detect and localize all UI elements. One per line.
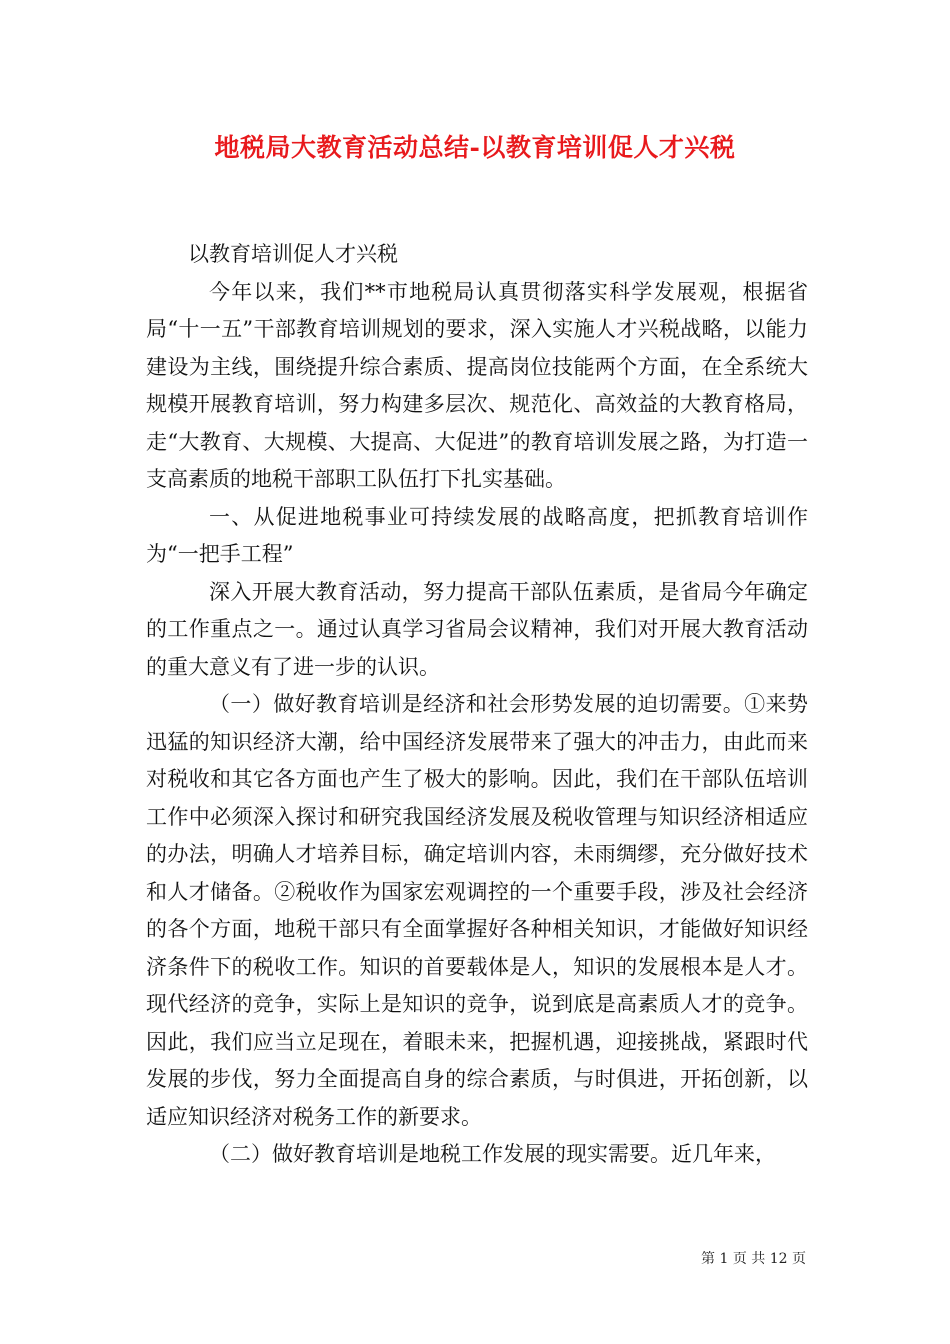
page-number-footer: 第 1 页 共 12 页 — [701, 1251, 806, 1267]
section-heading-1: 一、从促进地税事业可持续发展的战略高度，把抓教育培训作为“一把手工程” — [146, 504, 808, 566]
intro-paragraph: 今年以来，我们**市地税局认真贯彻落实科学发展观，根据省局“十一五”干部教育培训规划的要求，深入实施人才兴税战略，以能力建设为主线，围绕提升综合素质、提高岗位技能两个方面，在全系统大规模开展教育培训，努力构建多层次、规范化、高效益的大教育格局，走“大教育、大规模、大提高、大促进”的教育培训发展之路，为打造一支高素质的地税干部职工队伍打下扎实基础。 — [146, 279, 808, 491]
document-body — [146, 236, 808, 1174]
subsection-1-paragraph: （一）做好教育培训是经济和社会形势发展的迫切需要。①来势迅猛的知识经济大潮，给中国经济发展带来了强大的冲击力，由此而来对税收和其它各方面也产生了极大的影响。因此，我们在干部队伍培训工作中必须深入探讨和研究我国经济发展及税收管理与知识经济相适应的办法，明确人才培养目标，确定培训内容，未雨绸缪，充分做好技术和人才储备。②税收作为国家宏观调控的一个重要手段，涉及社会经济的各个方面，地税干部只有全面掌握好各种相关知识，才能做好知识经济条件下的税收工作。知识的首要载体是人，知识的发展根本是人才。现代经济的竞争，实际上是知识的竞争，说到底是高素质人才的竞争。因此，我们应当立足现在，着眼未来，把握机遇，迎接挑战，紧跟时代发展的步伐，努力全面提高自身的综合素质，与时俱进，开拓创新，以适应知识经济对税务工作的新要求。 — [146, 692, 808, 1129]
document-title: 地税局大教育活动总结-以教育培训促人才兴税 — [214, 133, 736, 162]
subsection-2-paragraph: （二）做好教育培训是地税工作发展的现实需要。近几年来， — [209, 1142, 776, 1166]
section-1-paragraph: 深入开展大教育活动，努力提高干部队伍素质，是省局今年确定的工作重点之一。通过认真学习省局会议精神，我们对开展大教育活动的重大意义有了进一步的认识。 — [146, 579, 808, 679]
subtitle-paragraph: 以教育培训促人才兴税 — [188, 242, 398, 266]
